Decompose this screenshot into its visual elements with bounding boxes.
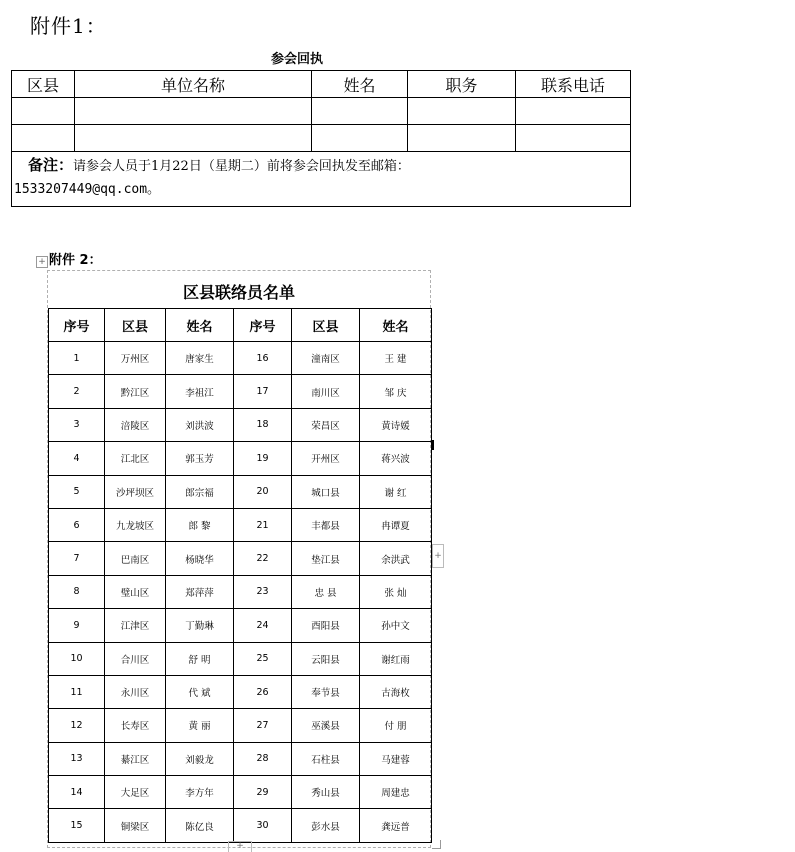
receipt-header-row [12, 71, 631, 98]
district-cell: 奉节县 [292, 675, 360, 708]
district-cell: 江北区 [105, 442, 166, 475]
name-cell: 代 斌 [166, 675, 234, 708]
seq-cell: 14 [49, 776, 105, 809]
seq-cell: 29 [234, 776, 292, 809]
name-cell: 谢红雨 [360, 642, 432, 675]
header-district: 区县 [292, 309, 360, 342]
district-cell: 巴南区 [105, 542, 166, 575]
name-cell: 冉谭夏 [360, 508, 432, 541]
name-cell: 孙中文 [360, 609, 432, 642]
name-cell: 付 朋 [360, 709, 432, 742]
receipt-header-phone: 联系电话 [516, 71, 631, 98]
table-row [49, 342, 432, 375]
district-cell: 彭水县 [292, 809, 360, 842]
seq-cell: 9 [49, 609, 105, 642]
district-cell: 綦江区 [105, 742, 166, 775]
receipt-cell[interactable] [408, 98, 516, 125]
note-email[interactable]: 1533207449@qq.com。 [14, 182, 161, 197]
resize-handle-icon[interactable] [432, 840, 441, 849]
table-move-handle-icon[interactable]: + [36, 256, 48, 268]
header-name: 姓名 [360, 309, 432, 342]
seq-cell: 1 [49, 342, 105, 375]
district-cell: 永川区 [105, 675, 166, 708]
receipt-note-row [12, 152, 631, 207]
receipt-cell[interactable] [312, 125, 408, 152]
seq-cell: 17 [234, 375, 292, 408]
district-cell: 潼南区 [292, 342, 360, 375]
seq-cell: 22 [234, 542, 292, 575]
seq-cell: 16 [234, 342, 292, 375]
name-cell: 李方年 [166, 776, 234, 809]
name-cell: 郎 黎 [166, 508, 234, 541]
table-row [49, 575, 432, 608]
name-cell: 陈亿良 [166, 809, 234, 842]
table-row [49, 609, 432, 642]
name-cell: 王 建 [360, 342, 432, 375]
district-cell: 涪陵区 [105, 408, 166, 441]
table-row [49, 776, 432, 809]
seq-cell: 15 [49, 809, 105, 842]
add-column-icon[interactable]: + [432, 544, 444, 568]
name-cell: 龚远普 [360, 809, 432, 842]
table-row [49, 442, 432, 475]
name-cell: 蒋兴波 [360, 442, 432, 475]
receipt-title: 参会回执 [270, 52, 323, 67]
name-cell: 郑萍萍 [166, 575, 234, 608]
receipt-table [11, 70, 631, 207]
receipt-cell[interactable] [516, 125, 631, 152]
district-cell: 秀山县 [292, 776, 360, 809]
district-cell: 垫江县 [292, 542, 360, 575]
note-text: 请参会人员于1月22日（星期二）前将参会回执发至邮箱： [73, 159, 410, 174]
district-cell: 南川区 [292, 375, 360, 408]
name-cell: 唐家生 [166, 342, 234, 375]
seq-cell: 8 [49, 575, 105, 608]
name-cell: 黄 丽 [166, 709, 234, 742]
district-cell: 大足区 [105, 776, 166, 809]
table-row [49, 542, 432, 575]
name-cell: 郭玉芳 [166, 442, 234, 475]
seq-cell: 12 [49, 709, 105, 742]
table-row [49, 508, 432, 541]
seq-cell: 3 [49, 408, 105, 441]
receipt-empty-row [12, 125, 631, 152]
name-cell: 邹 庆 [360, 375, 432, 408]
district-cell: 城口县 [292, 475, 360, 508]
table-row [49, 675, 432, 708]
seq-cell: 25 [234, 642, 292, 675]
seq-cell: 27 [234, 709, 292, 742]
district-cell: 石柱县 [292, 742, 360, 775]
name-cell: 刘洪波 [166, 408, 234, 441]
seq-cell: 13 [49, 742, 105, 775]
liaison-table [48, 308, 432, 843]
district-cell: 璧山区 [105, 575, 166, 608]
district-cell: 沙坪坝区 [105, 475, 166, 508]
receipt-header-position: 职务 [408, 71, 516, 98]
seq-cell: 26 [234, 675, 292, 708]
name-cell: 古海枚 [360, 675, 432, 708]
district-cell: 黔江区 [105, 375, 166, 408]
seq-cell: 7 [49, 542, 105, 575]
district-cell: 合川区 [105, 642, 166, 675]
district-cell: 荣昌区 [292, 408, 360, 441]
liaison-list-title: 区县联络员名单 [182, 283, 295, 302]
district-cell: 丰都县 [292, 508, 360, 541]
receipt-cell[interactable] [12, 125, 75, 152]
receipt-note [12, 152, 631, 207]
seq-cell: 24 [234, 609, 292, 642]
liaison-body [49, 342, 432, 843]
seq-cell: 20 [234, 475, 292, 508]
cursor-mark [431, 440, 434, 450]
receipt-empty-row [12, 98, 631, 125]
seq-cell: 2 [49, 375, 105, 408]
table-row [49, 742, 432, 775]
receipt-cell[interactable] [75, 98, 312, 125]
name-cell: 郎宗福 [166, 475, 234, 508]
receipt-header-unit: 单位名称 [75, 71, 312, 98]
note-label: 备注： [28, 156, 74, 174]
receipt-header-name: 姓名 [312, 71, 408, 98]
name-cell: 李祖江 [166, 375, 234, 408]
name-cell: 杨晓华 [166, 542, 234, 575]
name-cell: 张 灿 [360, 575, 432, 608]
receipt-cell[interactable] [312, 98, 408, 125]
receipt-cell[interactable] [516, 98, 631, 125]
district-cell: 云阳县 [292, 642, 360, 675]
receipt-cell[interactable] [75, 125, 312, 152]
attachment-2-title: 附件 2： [49, 253, 102, 268]
table-row [49, 475, 432, 508]
table-row [49, 709, 432, 742]
seq-cell: 28 [234, 742, 292, 775]
name-cell: 舒 明 [166, 642, 234, 675]
header-name: 姓名 [166, 309, 234, 342]
name-cell: 刘毅龙 [166, 742, 234, 775]
seq-cell: 30 [234, 809, 292, 842]
table-row [49, 408, 432, 441]
name-cell: 余洪武 [360, 542, 432, 575]
seq-cell: 4 [49, 442, 105, 475]
name-cell: 马建蓉 [360, 742, 432, 775]
district-cell: 酉阳县 [292, 609, 360, 642]
attachment-1-title: 附件1： [30, 14, 107, 38]
district-cell: 万州区 [105, 342, 166, 375]
header-seq: 序号 [49, 309, 105, 342]
district-cell: 忠 县 [292, 575, 360, 608]
name-cell: 周建忠 [360, 776, 432, 809]
seq-cell: 23 [234, 575, 292, 608]
seq-cell: 10 [49, 642, 105, 675]
seq-cell: 5 [49, 475, 105, 508]
liaison-header-row [49, 309, 432, 342]
header-district: 区县 [105, 309, 166, 342]
header-seq: 序号 [234, 309, 292, 342]
district-cell: 巫溪县 [292, 709, 360, 742]
name-cell: 谢 红 [360, 475, 432, 508]
district-cell: 铜梁区 [105, 809, 166, 842]
receipt-header-district: 区县 [12, 71, 75, 98]
district-cell: 长寿区 [105, 709, 166, 742]
seq-cell: 19 [234, 442, 292, 475]
seq-cell: 11 [49, 675, 105, 708]
district-cell: 开州区 [292, 442, 360, 475]
table-row [49, 375, 432, 408]
table-row [49, 809, 432, 842]
receipt-cell[interactable] [12, 98, 75, 125]
district-cell: 江津区 [105, 609, 166, 642]
seq-cell: 6 [49, 508, 105, 541]
seq-cell: 21 [234, 508, 292, 541]
table-row [49, 642, 432, 675]
add-row-icon[interactable]: + [228, 841, 252, 852]
name-cell: 黄诗媛 [360, 408, 432, 441]
seq-cell: 18 [234, 408, 292, 441]
receipt-cell[interactable] [408, 125, 516, 152]
district-cell: 九龙坡区 [105, 508, 166, 541]
name-cell: 丁勤琳 [166, 609, 234, 642]
